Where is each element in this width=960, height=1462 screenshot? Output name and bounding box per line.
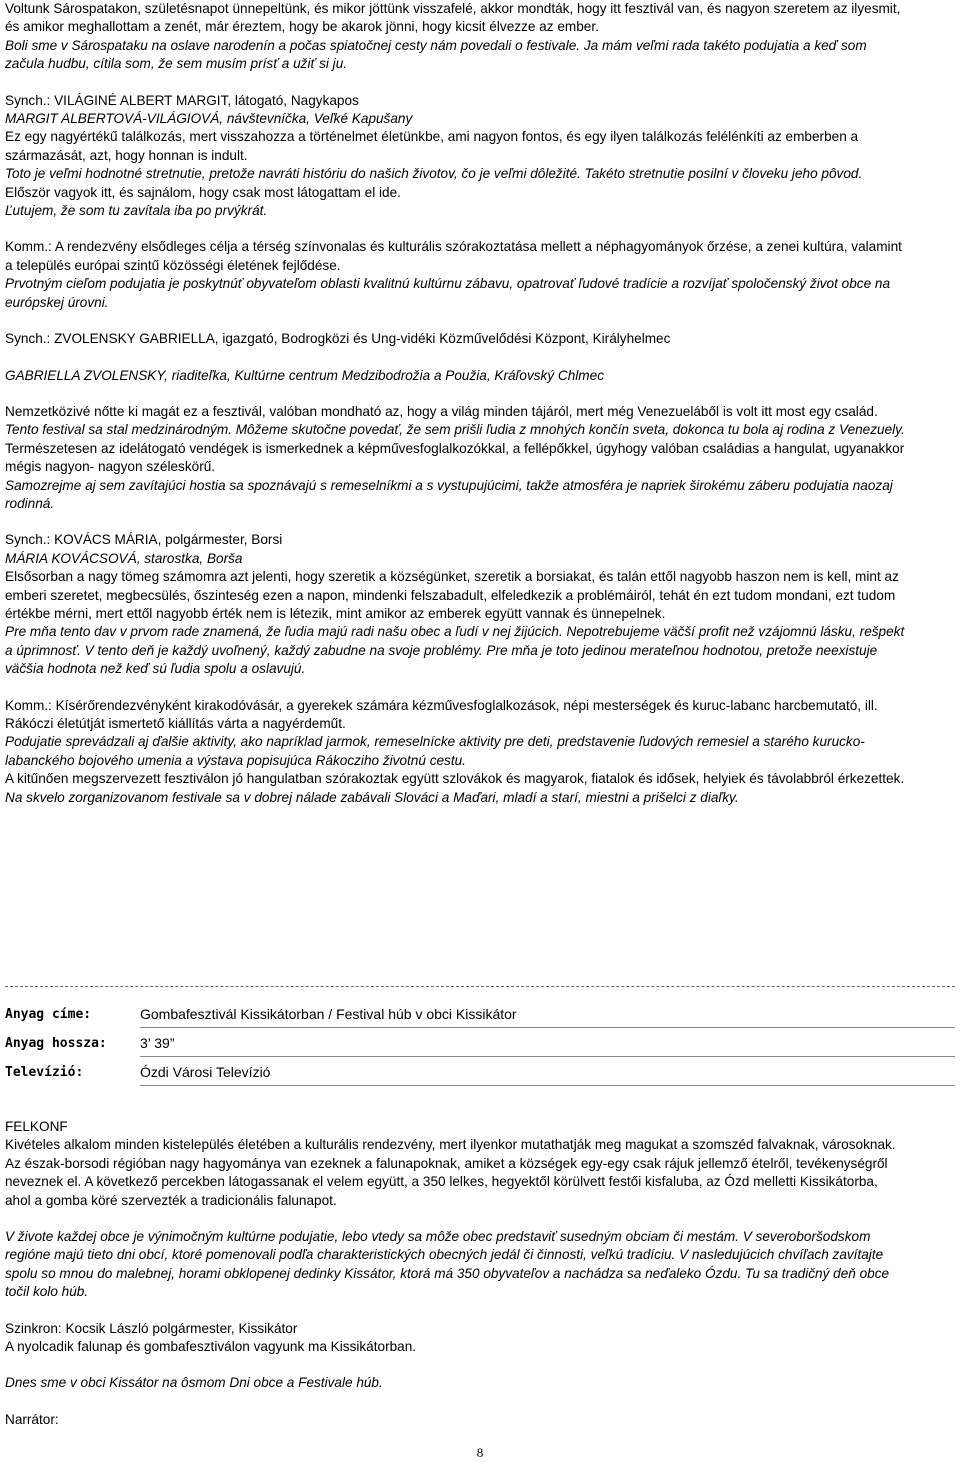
spacer — [5, 349, 905, 367]
spacer — [5, 513, 905, 531]
paragraph-slovak: Dnes sme v obci Kissátor na ôsmom Dni obce a Festivale húb. — [5, 1375, 383, 1391]
paragraph-hungarian: Synch.: KOVÁCS MÁRIA, polgármester, Borsi — [5, 532, 283, 548]
paragraph-hungarian: A nyolcadik falunap és gombafesztiválon vagyunk ma Kissikátorban. — [5, 1339, 417, 1355]
spacer — [5, 1393, 905, 1411]
info-table — [5, 986, 955, 1086]
paragraph-slovak: Tento festival sa stal medzinárodným. Môžeme skutočne povedať, že sem prišli ľudia z mnohých končín sveta, dokonca tu bola aj rodina z Venezuely. — [5, 422, 905, 438]
paragraph-hungarian: Synch.: ZVOLENSKY GABRIELLA, igazgató, Bodrogközi és Ung-vidéki Közművelődési Központ, Királyhelmec — [5, 331, 671, 347]
paragraph-slovak: Toto je veľmi hodnotné stretnutie, pretože navráti históriu do našich životov, čo je veľmi dôležité. Takéto stretnutie posilní v človeku jeho pôvod. — [5, 166, 863, 182]
spacer — [5, 1302, 905, 1320]
title-label: Anyag címe: — [5, 1006, 92, 1022]
tv-value: Ózdi Városi Televízió — [140, 1063, 955, 1086]
paragraph-slovak: Podujatie sprevádzali aj ďalšie aktivity, ako napríklad jarmok, remeselnícke aktivity pre deti, predstavenie ľudových remesiel a starého kurucko-labanckého bojového umenia a výstava popisujúca Rákocziho životnú cestu. — [5, 734, 865, 768]
article-bottom — [5, 1118, 905, 1429]
info-row-tv — [5, 1057, 955, 1086]
paragraph-hungarian: Komm.: Kísérőrendezvényként kirakodóvásár, a gyerekek számára kézművesfoglalkozások, népi mesterségek és kuruc-labanc harcbemutató, ill. Rákóczi életútját ismertető kiállítás várta a nagyérdeműt. — [5, 697, 878, 731]
article-top — [5, 0, 905, 807]
page-number: 8 — [476, 1445, 484, 1460]
spacer — [5, 312, 905, 330]
paragraph-hungarian: Narrátor: — [5, 1411, 59, 1427]
spacer — [5, 385, 905, 403]
dashed-divider — [5, 986, 955, 987]
paragraph-slovak: MÁRIA KOVÁCSOVÁ, starostka, Borša — [5, 550, 243, 566]
spacer — [5, 1210, 905, 1228]
paragraph-hungarian: Természetesen az idelátogató vendégek is ismerkednek a képművesfoglalkozókkal, a fellépőkkel, úgyhogy valóban családias a hangulat, ugyanakkor mégis nagyon- nagyon széleskörű. — [5, 440, 905, 475]
length-label: Anyag hossza: — [5, 1035, 107, 1051]
spacer — [5, 679, 905, 697]
paragraph-hungarian: Elsősorban a nagy tömeg számomra azt jelenti, hogy szeretik a községünket, szeretik a borsiakat, és talán ettől nagyobb haszon nem is kell, mint az emberi szeretet, megbecsülés, őszinteség ezen a napon, mindenki felszabadult, elfeledkezik a problémáiról, tehát én ezt tudom mondani, ezt tudom értékbe mérni, mert ettől nagyobb érték nem is létezik, mint amikor az emberek együtt vannak és ünnepelnek. — [5, 569, 899, 621]
paragraph-slovak: Samozrejme aj sem zavítajúci hostia sa spoznávajú s remeselníkmi a s vystupujúcimi, takže atmosféra je napriek širokému záberu podujatia naozaj rodinná. — [5, 477, 893, 511]
paragraph-hungarian: Synch.: VILÁGINÉ ALBERT MARGIT, látogató, Nagykapos — [5, 92, 359, 108]
paragraph-hungarian: Először vagyok itt, és sajnálom, hogy csak most látogattam el ide. — [5, 184, 401, 200]
paragraph-hungarian: Kivételes alkalom minden kistelepülés életében a kulturális rendezvény, mert ilyenkor mutathatják meg magukat a szomszéd falvaknak, városoknak. Az észak-borsodi régióban nagy hagyománya van ezeknek a falunapoknak, amiket a községek egy-egy csak rájuk jellemző ételről, tevékenységről neveznek el. A következő percekben látogassanak el velem együtt, a 350 lelkes, hegyektől körülvett festői kisfaluba, az Ózd melletti Kissikátorba, ahol a gomba köré szervezték a tradicionális falunapot. — [5, 1137, 896, 1208]
title-value: Gombafesztivál Kissikátorban / Festival húb v obci Kissikátor — [140, 1005, 955, 1028]
paragraph-slovak: Na skvelo zorganizovanom festivale sa v dobrej nálade zabávali Slováci a Maďari, mladí a starí, miestni a prišelci z diaľky. — [5, 789, 739, 805]
paragraph-hungarian: Ez egy nagyértékű találkozás, mert visszahozza a történelmet életünkbe, ami nagyon fontos, és egy ilyen találkozás felélénkíti az emberben a származását, azt, hogy honnan is indult. — [5, 129, 859, 163]
spacer — [5, 220, 905, 238]
paragraph-hungarian: Szinkron: Kocsik László polgármester, Kissikátor — [5, 1320, 298, 1336]
spacer — [5, 1356, 905, 1374]
paragraph-hungarian: A kitűnően megszervezett fesztiválon jó hangulatban szórakoztak együtt szlovákok és magyarok, fiatalok és idősek, helyiek és távolabbról érkezettek. — [5, 771, 905, 787]
info-row-title — [5, 999, 955, 1028]
paragraph-hungarian: Voltunk Sárospatakon, születésnapot ünnepeltünk, és mikor jöttünk visszafelé, akkor mondták, hogy itt fesztivál van, és nagyon szeretem az ilyesmit, és amikor meghallottam a zenét, már éreztem, hogy be akarok jönni, hogy kicsit élvezze az ember. — [5, 1, 901, 35]
paragraph-hungarian: FELKONF — [5, 1119, 68, 1134]
paragraph-hungarian: Komm.: A rendezvény elsődleges célja a térség színvonalas és kulturális szórakoztatása mellett a néphagyományok őrzése, a zenei kultúra, valamint a település európai szintű közösségi életének fejlődése. — [5, 239, 902, 273]
tv-label: Televízió: — [5, 1064, 84, 1080]
paragraph-slovak: MARGIT ALBERTOVÁ-VILÁGIOVÁ, návštevníčka, Veľké Kapušany — [5, 111, 413, 127]
paragraph-hungarian: Nemzetközivé nőtte ki magát ez a fesztivál, valóban mondható az, hogy a világ minden tájáról, mert még Venezueláből is volt itt most egy család. — [5, 403, 878, 419]
paragraph-slovak: Prvotným cieľom podujatia je poskytnúť obyvateľom oblasti kvalitnú kultúrnu zábavu, opatrovať ľudové tradície a rozvíjať spoločenský život obce na európskej úrovni. — [5, 276, 891, 310]
paragraph-slovak: Pre mňa tento dav v prvom rade znamená, že ľudia majú radi našu obec a ľudí v nej žijúcich. Nepotrebujeme väčší profit než vzájomnú lásku, rešpekt a úprimnosť. V tento deň je každý uvoľnený, každý zabudne na svoje problémy. Pre mňa je toto jedinou merateľnou hodnotou, pretože neexistuje väčšia hodnota než keď sú ľudia spolu a oslavujú. — [5, 624, 905, 677]
paragraph-slovak: Boli sme v Sárospataku na oslave narodenín a počas spiatočnej cesty nám povedali o festivale. Ja mám veľmi rada takéto podujatia a keď som začula hudbu, cítila som, že sem musím prísť a užiť si ju. — [5, 37, 867, 72]
paragraph-slovak: V živote každej obce je výnimočným kultúrne podujatie, lebo vtedy sa môže obec predstaviť susedným obciam či mestám. V severoboršodskom regióne majú tieto dni obcí, ktoré pomenovali podľa charakteristických obecných jedál či činnosti, veľkú tradíciu. V nasledujúcich chvíľach zavítajte spolu so mnou do malebnej, horami obklopenej dedinky Kissátor, ktorá má 350 obyvateľov a nachádza sa neďaleko Ózdu. Tu sa tradičný deň obce točil kolo húb. — [5, 1229, 890, 1300]
info-row-length — [5, 1028, 955, 1057]
spacer — [5, 74, 905, 92]
paragraph-slovak: Ľutujem, že som tu zavítala iba po prvýkrát. — [5, 203, 268, 219]
length-value: 3’ 39” — [140, 1034, 955, 1057]
paragraph-slovak: GABRIELLA ZVOLENSKY, riaditeľka, Kultúrne centrum Medzibodrožia a Použia, Kráľovský Chlmec — [5, 367, 604, 383]
